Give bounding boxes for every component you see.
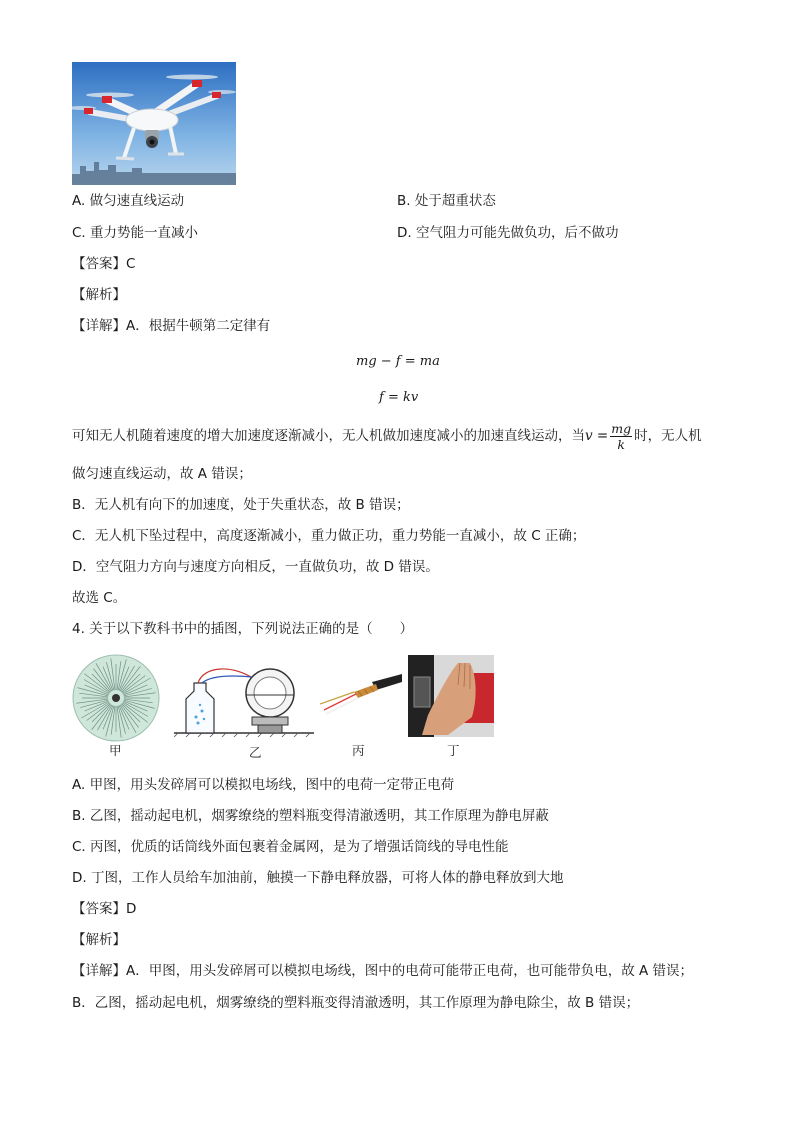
para1-text: 可知无人机随着速度的增大加速度逐渐减小，无人机做加速度减小的加速直线运动，当 [72,428,585,444]
q3-option-c: C. 重力势能一直减小 [72,225,199,241]
q3-conclusion: 故选 C。 [72,590,127,606]
equation-newton: mg − f = ma [356,354,440,369]
caption-ding: 丁 [447,743,460,758]
fraction-mg-over-k [610,421,632,452]
q3-detail-intro: 【详解】A．根据牛顿第二定律有 [72,318,271,334]
q3-detail-b: B．无人机有向下的加速度，处于失重状态，故 B 错误； [72,497,410,513]
q4-option-c: C. 丙图，优质的话筒线外面包裹着金属网，是为了增强话筒线的导电性能 [72,839,509,855]
figure-jia-field-lines [72,654,160,742]
q4-analysis-heading: 【解析】 [72,932,126,948]
q4-answer: 【答案】D [72,901,137,917]
caption-yi: 乙 [249,745,262,760]
q3-option-a: A. 做匀速直线运动 [72,193,185,209]
q3-analysis-heading: 【解析】 [72,287,126,303]
drone-photo [72,62,236,185]
velocity-symbol: v = [585,428,609,444]
q3-paragraph-line2: 做匀速直线运动，故 A 错误； [72,466,252,482]
q3-paragraph-line1 [72,420,702,452]
q4-option-a: A. 甲图，用头发碎屑可以模拟电场线，图中的电荷一定带正电荷 [72,777,455,793]
q3-detail-d: D．空气阻力方向与速度方向相反，一直做负功，故 D 错误。 [72,559,439,575]
figure-yi-precipitator [174,655,314,737]
q4-detail-b: B．乙图，摇动起电机，烟雾缭绕的塑料瓶变得清澈透明，其工作原理为静电除尘，故 B 错误； [72,995,640,1011]
q3-option-d: D. 空气阻力可能先做负功，后不做功 [397,225,619,241]
q4-option-b: B. 乙图，摇动起电机，烟雾缭绕的塑料瓶变得清澈透明，其工作原理为静电屏蔽 [72,808,549,824]
q3-answer: 【答案】C [72,256,136,272]
caption-bing: 丙 [352,743,365,758]
q4-detail-a: 【详解】A．甲图，用头发碎屑可以模拟电场线，图中的电荷可能带正电荷，也可能带负电，故 A 错误； [72,963,694,979]
fraction-numerator: mg [611,420,632,436]
fraction-denominator: k [617,436,625,452]
equation-drag: f = kv [379,390,419,405]
q3-option-b: B. 处于超重状态 [397,193,496,209]
para1-tail: 时，无人机 [634,428,702,444]
caption-jia: 甲 [109,743,122,758]
q3-detail-c: C．无人机下坠过程中，高度逐渐减小，重力做正功，重力势能一直减小，故 C 正确； [72,528,586,544]
figure-bing-shielded-cable [320,670,402,718]
q4-option-d: D. 丁图，工作人员给车加油前，触摸一下静电释放器，可将人体的静电释放到大地 [72,870,564,886]
figure-ding-static-discharger [408,655,494,737]
q4-stem: 4. 关于以下教科书中的插图，下列说法正确的是（ ） [72,621,414,637]
